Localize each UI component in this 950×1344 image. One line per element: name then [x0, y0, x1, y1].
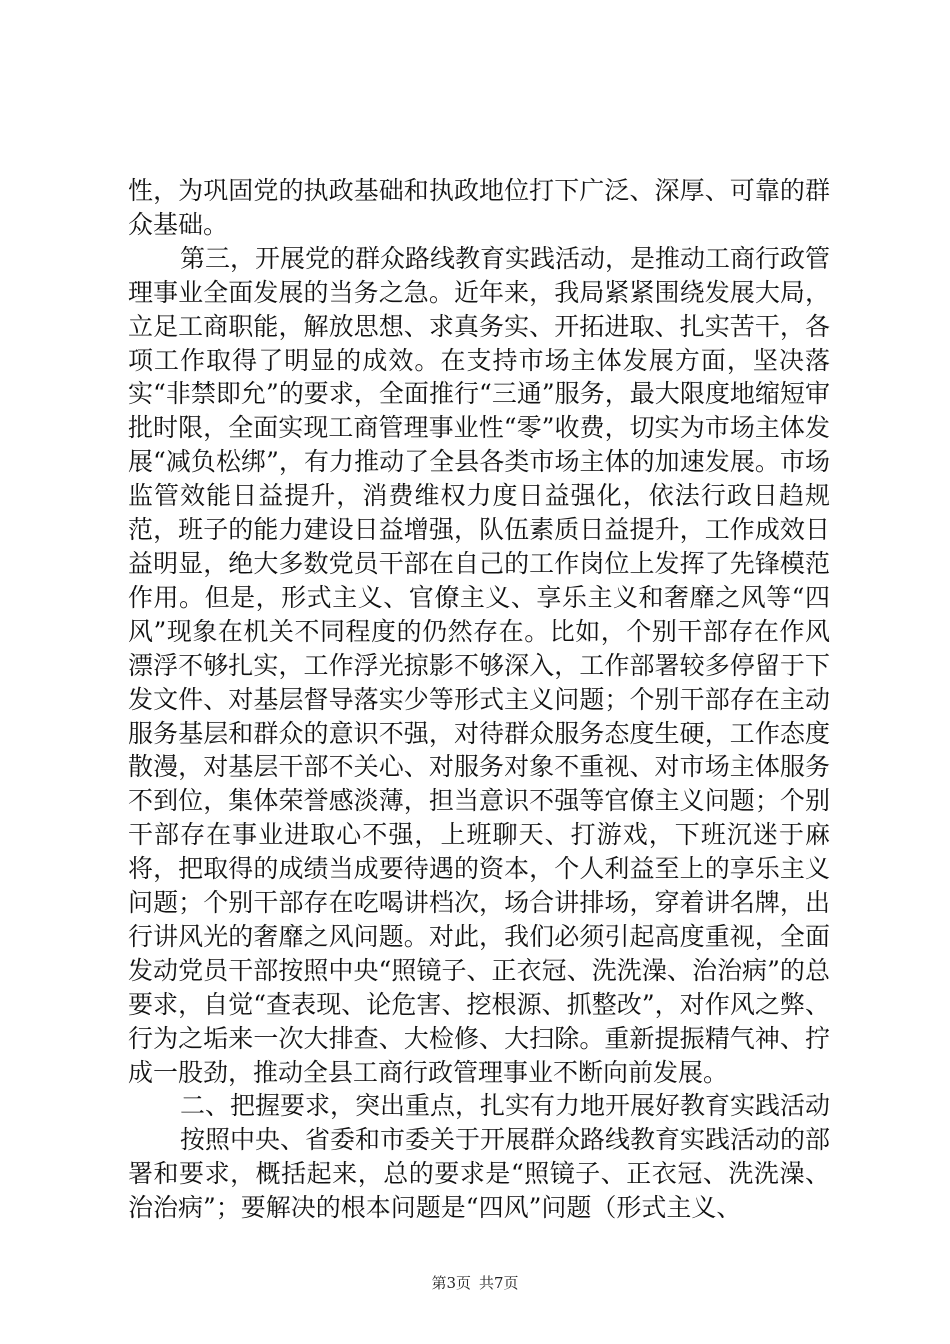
- document-body: [128, 174, 830, 1225]
- paragraph-requirements: 按照中央、省委和市委关于开展群众路线教育实践活动的部署和要求，概括起来，总的要求是“照镜子、正衣冠、洗洗澡、治治病”；要解决的根本问题是“四风”问题（形式主义、: [128, 1125, 831, 1223]
- page-number: 第3页: [431, 1274, 471, 1292]
- paragraph-continuation: 性，为巩固党的执政基础和执政地位打下广泛、深厚、可靠的群众基础。: [128, 176, 830, 239]
- section-heading-two: 二、把握要求，突出重点，扎实有力地开展好教育实践活动: [180, 1091, 831, 1121]
- page-total: 共7页: [479, 1274, 519, 1292]
- page-footer: [0, 1272, 950, 1293]
- paragraph-third-point: 第三，开展党的群众路线教育实践活动，是推动工商行政管理事业全面发展的当务之急。近年来，我局紧紧围绕发展大局，立足工商职能，解放思想、求真务实、开拓进取、扎实苦干，各项工作取得了明显的成效。在支持市场主体发展方面，坚决落实“非禁即允”的要求，全面推行“三通”服务，最大限度地缩短审批时限，全面实现工商管理事业性“零”收费，切实为市场主体发展“减负松绑”，有力推动了全县各类市场主体的加速发展。市场监管效能日益提升，消费维权力度日益强化，依法行政日趋规范，班子的能力建设日益增强，队伍素质日益提升，工作成效日益明显，绝大多数党员干部在自己的工作岗位上发挥了先锋模范作用。但是，形式主义、官僚主义、享乐主义和奢靡之风等“四风”现象在机关不同程度的仍然存在。比如，个别干部存在作风漂浮不够扎实，工作浮光掠影不够深入，工作部署较多停留于下发文件、对基层督导落实少等形式主义问题；个别干部存在主动服务基层和群众的意识不强，对待群众服务态度生硬，工作态度散漫，对基层干部不关心、对服务对象不重视、对市场主体服务不到位，集体荣誉感淡薄，担当意识不强等官僚主义问题；个别干部存在事业进取心不强，上班聊天、打游戏，下班沉迷于麻将，把取得的成绩当成要待遇的资本，个人利益至上的享乐主义问题；个别干部存在吃喝讲档次，场合讲排场，穿着讲名牌，出行讲风光的奢靡之风问题。对此，我们必须引起高度重视，全面发动党员干部按照中央“照镜子、正衣冠、洗洗澡、治治病”的总要求，自觉“查表现、论危害、挖根源、抓整改”，对作风之弊、行为之垢来一次大排查、大检修、大扫除。重新提振精气神、拧成一股劲，推动全县工商行政管理事业不断向前发展。: [128, 243, 831, 1087]
